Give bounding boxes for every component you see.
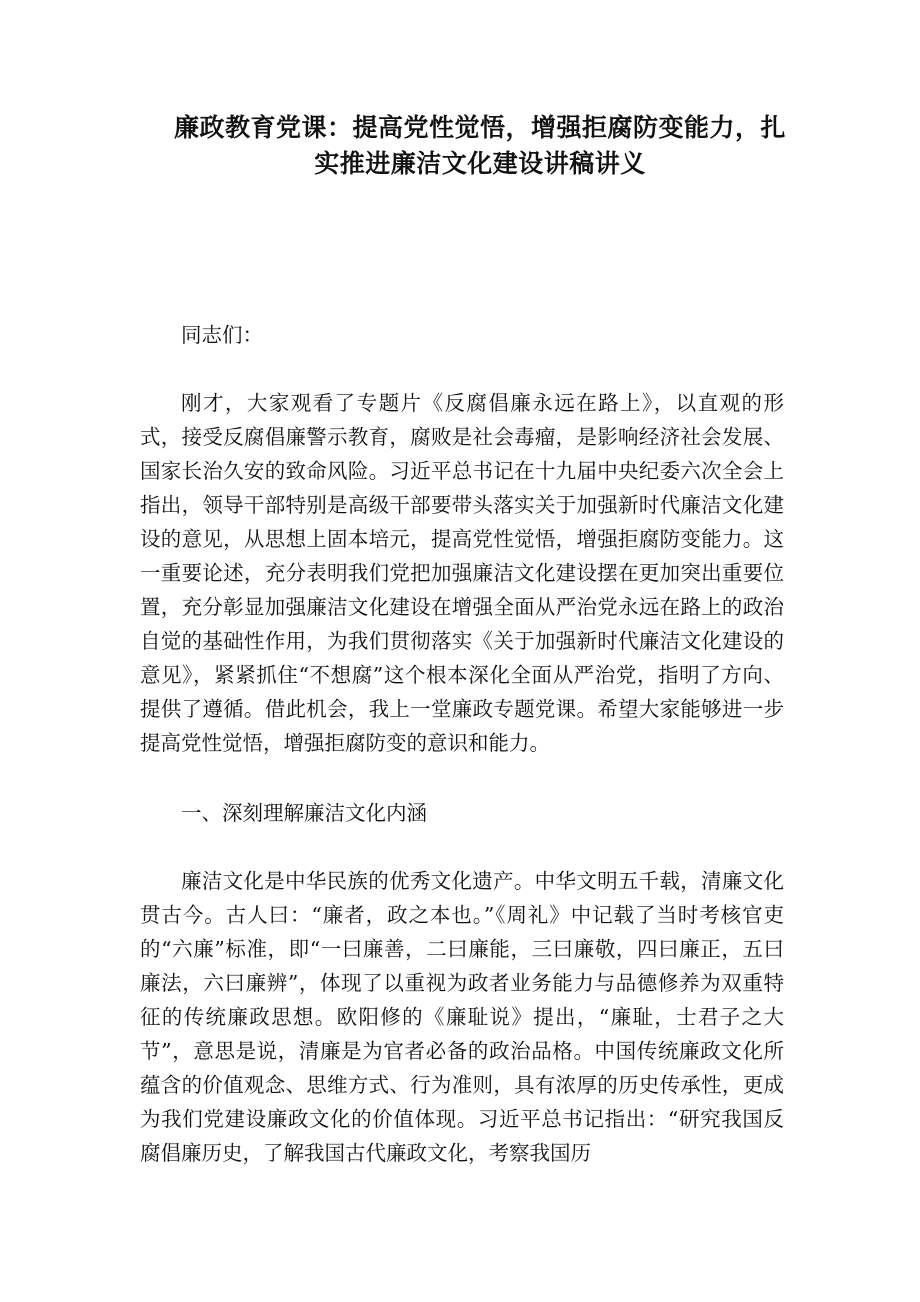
paragraph-block-2 (140, 864, 784, 1170)
title-line-2: 实推进廉洁文化建设讲稿讲义 (314, 149, 646, 178)
title-line-1: 廉政教育党课：提高党性觉悟，增强拒腐防变能力，扎 (173, 113, 786, 142)
section-heading-1: 一、深刻理解廉洁文化内涵 (181, 801, 427, 825)
greeting-block (140, 318, 784, 352)
paragraph-intro: 刚才，大家观看了专题片《反腐倡廉永远在路上》，以直观的形式，接受反腐倡廉警示教育，腐败是社会毒瘤，是影响经济社会发展、国家长治久安的致命风险。习近平总书记在十九届中央纪委六次全会上指出，领导干部特别是高级干部要带头落实关于加强新时代廉洁文化建设的意见，从思想上固本培元，提高党性觉悟，增强拒腐防变能力。这一重要论述，充分表明我们党把加强廉洁文化建设摆在更加突出重要位置，充分彰显加强廉洁文化建设在增强全面从严治党永远在路上的政治自觉的基础性作用，为我们贯彻落实《关于加强新时代廉洁文化建设的意见》，紧紧抓住“不想腐”这个根本深化全面从严治党，指明了方向、提供了遵循。借此机会，我上一堂廉政专题党课。希望大家能够进一步提高党性觉悟，增强拒腐防变的意识和能力。 (140, 391, 784, 755)
greeting: 同志们： (181, 323, 263, 347)
paragraph-section-1: 廉洁文化是中华民族的优秀文化遗产。中华文明五千载，清廉文化贯古今。古人曰：“廉者，政之本也。”《周礼》中记载了当时考核官吏的“六廉”标准，即“一曰廉善，二曰廉能，三曰廉敬，四曰廉正，五曰廉法，六曰廉辨”，体现了以重视为政者业务能力与品德修养为双重特征的传统廉政思想。欧阳修的《廉耻说》提出，“廉耻，士君子之大节”，意思是说，清廉是为官者必备的政治品格。中国传统廉政文化所蕴含的价值观念、思维方式、行为准则，具有浓厚的历史传承性，更成为我们党建设廉政文化的价值体现。习近平总书记指出：“研究我国反腐倡廉历史，了解我国古代廉政文化，考察我国历 (140, 869, 784, 1165)
paragraph-block-1 (140, 386, 784, 760)
document-title (150, 110, 810, 182)
section-heading-block (140, 796, 784, 830)
